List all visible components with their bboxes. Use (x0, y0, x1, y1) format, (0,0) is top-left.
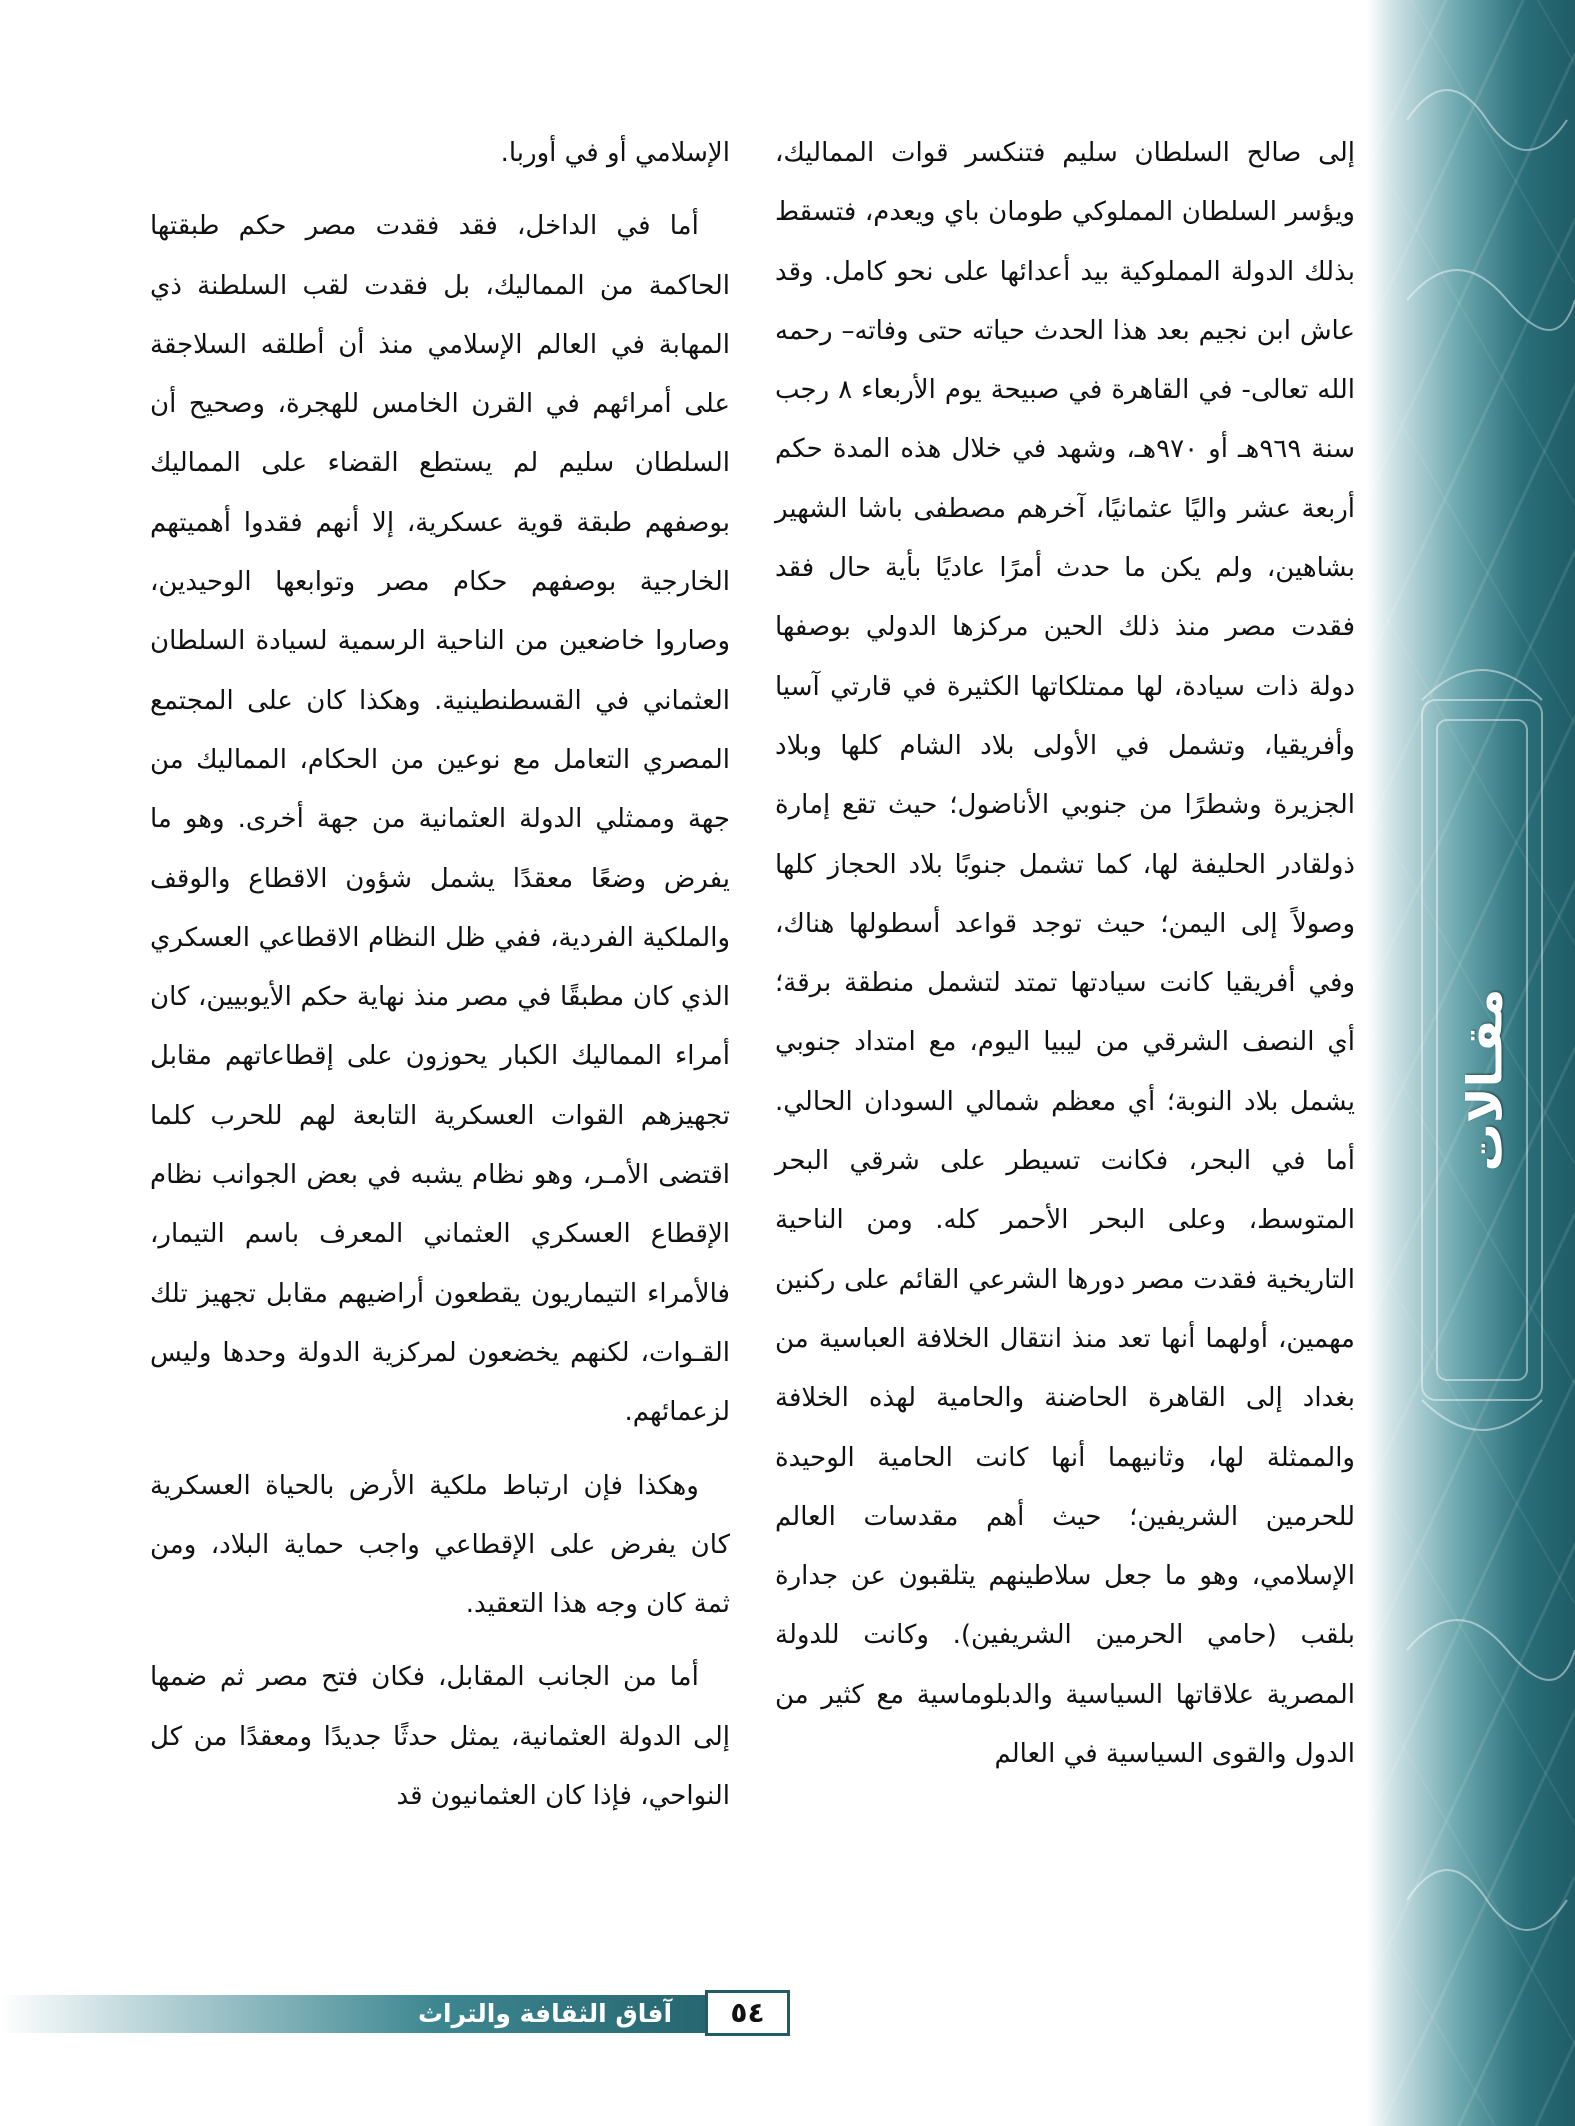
magazine-title: آفاق الثقافة والتراث (417, 1999, 673, 2028)
section-label (1435, 980, 1535, 1180)
decorative-side-band (1367, 0, 1575, 2126)
left-text-column (150, 124, 730, 1964)
page-number: ٥٤ (705, 1990, 790, 2036)
right-text-column (775, 124, 1355, 1964)
paragraph: إلى صالح السلطان سليم فتنكسر قوات المماليك، ويؤسر السلطان المملوكي طومان باي ويعدم، فتسقط بذلك الدولة المملوكية بيد أعدائها على نحو كامل. وقد عاش ابن نجيم بعد هذا الحدث حياته حتى وفاته– رحمه الله تعالى- في القاهرة في صبيحة يوم الأربعاء ٨ رجب سنة ٩٦٩هـ أو ٩٧٠هـ، وشهد في خلال هذه المدة حكم أربعة عشر واليًا عثمانيًا، آخرهم مصطفى باشا الشهير بشاهين، ولم يكن ما حدث أمرًا عاديًا بأية حال فقد فقدت مصر منذ ذلك الحين مركزها الدولي بوصفها دولة ذات سيادة، لها ممتلكاتها الكثيرة في قارتي آسيا وأفريقيا، وتشمل في الأولى بلاد الشام كلها وبلاد الجزيرة وشطرًا من جنوبي الأناضول؛ حيث تقع إمارة ذولقادر الحليفة لها، كما تشمل جنوبًا بلاد الحجاز كلها وصولاً إلى اليمن؛ حيث توجد قواعد أسطولها هناك، وفي أفريقيا كانت سيادتها تمتد لتشمل منطقة برقة؛ أي النصف الشرقي من ليبيا اليوم، مع امتداد جنوبي يشمل بلاد النوبة؛ أي معظم شمالي السودان الحالي. أما في البحر، فكانت تسيطر على شرقي البحر المتوسط، وعلى البحر الأحمر كله. ومن الناحية التاريخية فقدت مصر دورها الشرعي القائم على ركنين مهمين، أولهما أنها تعد منذ انتقال الخلافة العباسية من بغداد إلى القاهرة الحاضنة والحامية لهذه الخلافة والممثلة لها، وثانيهما أنها كانت الحامية الوحيدة للحرمين الشريفين؛ حيث أهم مقدسات العالم الإسلامي، وهو ما جعل سلاطينهم يتلقبون عن جدارة بلقب (حامي الحرمين الشريفين). وكانت للدولة المصرية علاقاتها السياسية والدبلوماسية مع كثير من الدول والقوى السياسية في العالم (775, 138, 1355, 1770)
paragraph: وهكذا فإن ارتباط ملكية الأرض بالحياة العسكرية كان يفرض على الإقطاعي واجب حماية البلاد، ومن ثمة كان وجه هذا التعقيد. (150, 1470, 730, 1620)
section-label-text: مقـالات (1457, 988, 1514, 1172)
paragraph: الإسلامي أو في أوربا. (500, 138, 730, 168)
paragraph: أما من الجانب المقابل، فكان فتح مصر ثم ضمها إلى الدولة العثمانية، يمثل حدثًا جديدًا ومعقدًا من كل النواحي، فإذا كان العثمانيون قد (150, 1662, 730, 1812)
paragraph: أما في الداخل، فقد فقدت مصر حكم طبقتها الحاكمة من المماليك، بل فقدت لقب السلطنة ذي المهابة في العالم الإسلامي منذ أن أطلقه السلاجقة على أمرائهم في القرن الخامس للهجرة، وصحيح أن السلطان سليم لم يستطع القضاء على المماليك بوصفهم طبقة قوية عسكرية، إلا أنهم فقدوا أهميتهم الخارجية بوصفهم حكام مصر وتوابعها الوحيدين، وصاروا خاضعين من الناحية الرسمية لسيادة السلطان العثماني في القسطنطينية. وهكذا كان على المجتمع المصري التعامل مع نوعين من الحكام، المماليك من جهة وممثلي الدولة العثمانية من جهة أخرى. وهو ما يفرض وضعًا معقدًا يشمل شؤون الاقطاع والوقف والملكية الفردية، ففي ظل النظام الاقطاعي العسكري الذي كان مطبقًا في مصر منذ نهاية حكم الأيوبيين، كان أمراء المماليك الكبار يحوزون على إقطاعاتهم مقابل تجهيزهم القوات العسكرية التابعة لهم للحرب كلما اقتضى الأمـر، وهو نظام يشبه في بعض الجوانب نظام الإقطاع العسكري العثماني المعرف باسم التيمار، فالأمراء التيماريون يقطعون أراضيهم مقابل تجهيز تلك القـوات، لكنهم يخضعون لمركزية الدولة وحدها وليس لزعمائهم. (150, 211, 730, 1428)
